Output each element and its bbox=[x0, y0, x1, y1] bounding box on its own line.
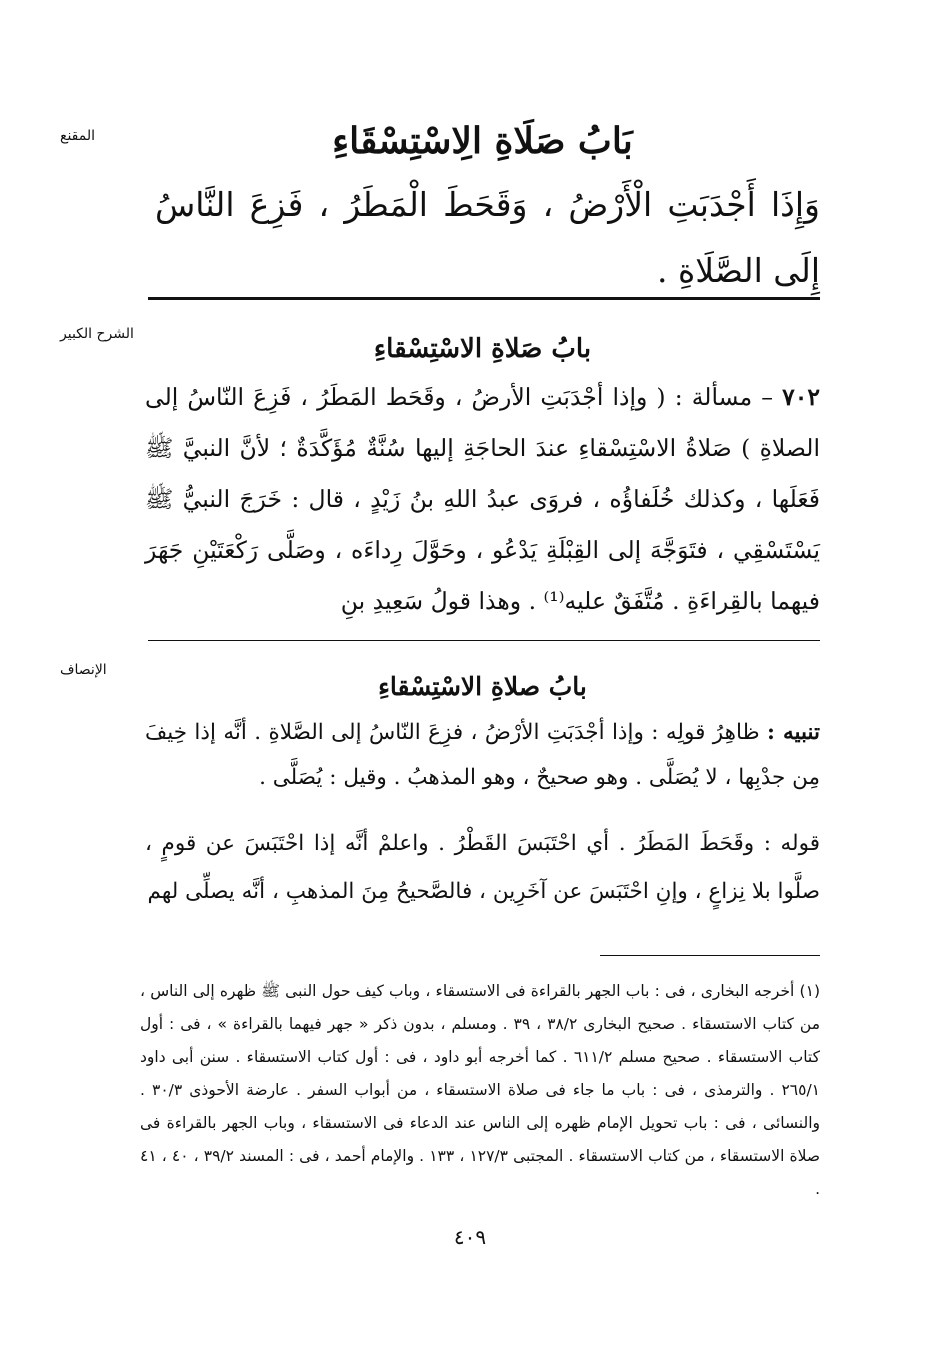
matn-text: وَإِذَا أَجْدَبَتِ الْأَرْضُ ، وَقَحَطَ الْمَطَرُ ، فَزِعَ النَّاسُ إِلَى الصَّلَاةِ . bbox=[155, 185, 820, 290]
section-divider bbox=[148, 640, 820, 641]
section-heading: بَابُ صَلَاةِ الِاسْتِسْقَاءِ bbox=[332, 120, 633, 162]
insaf-text bbox=[145, 710, 820, 800]
footnote-divider bbox=[600, 955, 820, 956]
section-divider bbox=[148, 297, 820, 300]
section-heading: بابُ صَلاةِ الاسْتِسْقاءِ bbox=[373, 334, 592, 364]
section-heading: بابُ صلاةِ الاسْتِسْقاءِ bbox=[378, 672, 587, 701]
sharh-text bbox=[145, 372, 820, 627]
insaf-text-2: قوله : وقَحَطَ المَطَرُ . أي احْتَبَسَ القَطْرُ . واعلمْ أنَّه إذا احْتَبَسَ عن قومٍ ، صلَّوا بلا نِزاعٍ ، وإنِ احْتَبَسَ عن آخَرِين ، فالصَّحيحُ مِنَ المذهبِ ، أنَّه يصلِّى لهم bbox=[145, 831, 820, 904]
side-label-muqni: المقنع bbox=[60, 128, 96, 144]
section-sharh bbox=[145, 326, 820, 627]
side-label-insaf: الإنصاف bbox=[60, 662, 107, 678]
insaf-body-1: ظاهِرُ قولِه : وإذا أجْدَبَتِ الأرْضُ ، فزِعَ النّاسُ إلى الصَّلاةِ . أنَّه إذا خِيفَ مِن جدْبِها ، لا يُصَلَّى . وهو صحيحٌ ، وهو المذهبُ . وقيل : يُصَلَّى . bbox=[145, 720, 820, 790]
side-label-sharh: الشرح الكبير bbox=[60, 326, 134, 342]
footnote: (١) أخرجه البخارى ، فى : باب الجهر بالقراءة فى الاستسقاء ، وباب كيف حول النبى ﷺ ظهره إلى الناس ، من كتاب الاستسقاء . صحيح البخارى ٣٨/٢ ، ٣٩ . ومسلم ، بدون ذكر « جهر فيهما بالقراءة » ، فى : أول كتاب الاستسقاء . صحيح مسلم ٦١١/٢ . كما أخرجه أبو داود ، فى : أول كتاب الاستسقاء . سنن أبى داود ٢٦٥/١ . والترمذى ، فى : باب ما جاء فى صلاة الاستسقاء ، من أبواب السفر . عارضة الأحوذى ٣٠/٣ . والنسائى ، فى : باب تحويل الإمام ظهره إلى الناس عند الدعاء فى الاستسقاء ، وباب الجهر بالقراءة فى صلاة الاستسقاء ، من كتاب الاستسقاء . المجتبى ١٢٧/٣ ، ١٣٣ . والإمام أحمد ، فى : المسند ٣٩/٢ ، ٤٠ ، ٤١ . bbox=[140, 982, 821, 1198]
section-insaf bbox=[145, 664, 820, 916]
issue-number: ٧٠٢ bbox=[782, 383, 820, 411]
sharh-body: – مسألة : ( وإذا أجْدَبَتِ الأرضُ ، وقَحَط المَطَرُ ، فَزِعَ النّاسُ إلى الصلاةِ ) صَلاةُ الاسْتِسْقاءِ عندَ الحاجَةِ إليها سُنَّةٌ مُؤَكَّدَةٌ ؛ لأنَّ النبيَّ ﷺ فَعَلَها ، وكذلك خُلَفاؤُه ، فروَى عبدُ اللهِ بنُ زَيْدٍ ، قال : خَرَجَ النبيُّ ﷺ يَسْتَسْقِي ، فتَوَجَّهَ إلى القِبْلَةِ يَدْعُو ، وحَوَّلَ رِداءَه ، وصَلَّى رَكْعَتَيْنِ جَهَرَ فيهما بالقِراءَةِ . مُتَّفَقٌ عليه⁽¹⁾ . وهذا قولُ سَعِيدِ بنِ bbox=[145, 383, 820, 615]
tanbih-label: تنبيه : bbox=[767, 720, 820, 745]
section-muqni bbox=[145, 112, 820, 304]
page-number: ٤٠٩ bbox=[453, 1225, 487, 1249]
